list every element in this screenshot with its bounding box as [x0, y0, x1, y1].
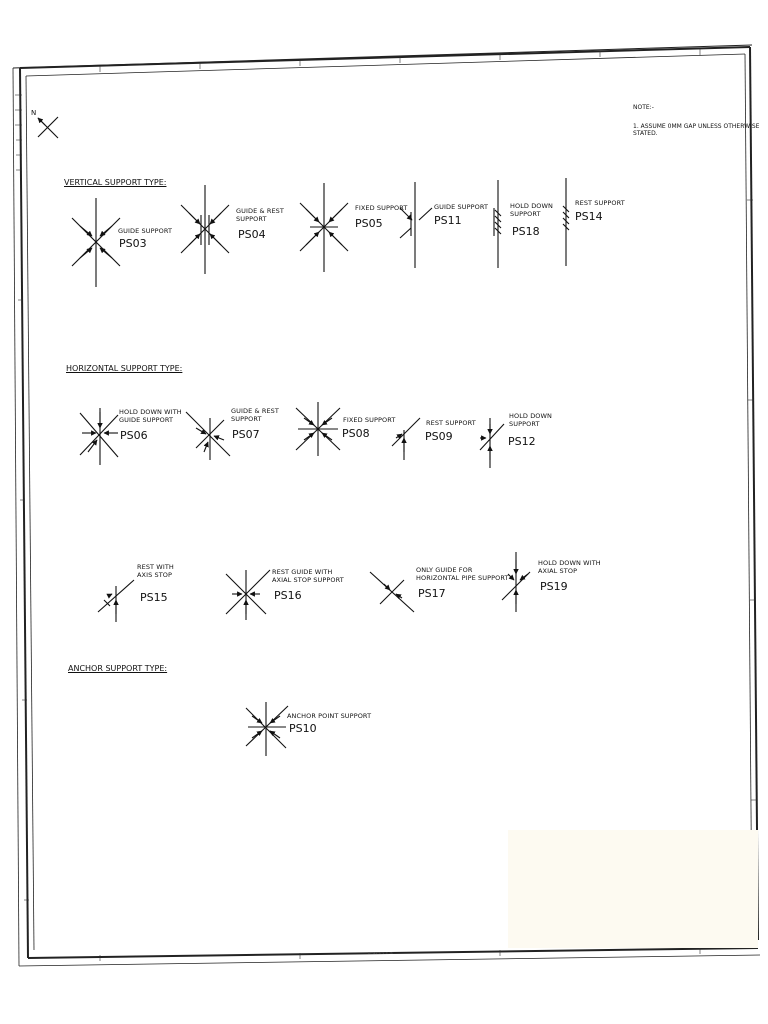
- ps12-desc: HOLD DOWN SUPPORT: [509, 412, 553, 428]
- ps17-code: PS17: [418, 587, 446, 600]
- ps11-desc: GUIDE SUPPORT: [434, 203, 489, 211]
- note-title: NOTE:-: [633, 104, 654, 111]
- ps05-desc: FIXED SUPPORT: [355, 204, 408, 212]
- ps05-symbol-icon: [300, 183, 348, 272]
- ps04-desc: GUIDE & REST SUPPORT: [236, 207, 284, 223]
- ps08-code: PS08: [342, 427, 370, 440]
- ps07-desc: GUIDE & REST SUPPORT: [231, 407, 279, 423]
- footer-text: M. N1 S S.D.NU: [368, 951, 394, 955]
- ps16-symbol-icon: [226, 570, 270, 620]
- ps06-symbol-icon: [80, 408, 118, 465]
- ps12-symbol-icon: [480, 418, 504, 468]
- north-label: N: [31, 109, 37, 117]
- ps18-symbol-icon: [494, 180, 501, 268]
- ps10-code: PS10: [289, 722, 317, 735]
- ps08-symbol-icon: [296, 402, 340, 456]
- ps06-desc: HOLD DOWN WITH GUIDE SUPPORT: [119, 408, 182, 424]
- ps03-symbol-icon: [72, 198, 120, 287]
- ps03-code: PS03: [119, 237, 147, 250]
- title-block: [508, 830, 758, 948]
- ps09-code: PS09: [425, 430, 453, 443]
- ps16-code: PS16: [274, 589, 302, 602]
- ps15-desc: REST WITH AXIS STOP: [137, 563, 174, 579]
- ps16-desc: REST GUIDE WITH AXIAL STOP SUPPORT: [272, 568, 344, 584]
- ps14-code: PS14: [575, 210, 603, 223]
- ps11-symbol-icon: [400, 182, 432, 268]
- ps03-desc: GUIDE SUPPORT: [118, 227, 173, 235]
- ps17-symbol-icon: [370, 572, 414, 612]
- ps19-code: PS19: [540, 580, 568, 593]
- ps11-code: PS11: [434, 214, 462, 227]
- ps10-symbol-icon: [246, 702, 288, 756]
- ps17-desc: ONLY GUIDE FOR HORIZONTAL PIPE SUPPORT: [416, 566, 509, 582]
- ps15-code: PS15: [140, 591, 168, 604]
- ps06-code: PS06: [120, 429, 148, 442]
- ps18-code: PS18: [512, 225, 540, 238]
- ps14-desc: REST SUPPORT: [575, 199, 625, 207]
- anchor-support-heading: ANCHOR SUPPORT TYPE:: [68, 664, 168, 673]
- vertical-support-heading: VERTICAL SUPPORT TYPE:: [64, 178, 167, 187]
- ps04-symbol-icon: [181, 185, 229, 274]
- ps07-symbol-icon: [186, 412, 230, 460]
- ps15-symbol-icon: [98, 580, 134, 622]
- note-line-1: 1. ASSUME 0MM GAP UNLESS OTHERWISE STATED.: [633, 123, 760, 137]
- ps19-desc: HOLD DOWN WITH AXIAL STOP: [538, 559, 601, 575]
- ps12-code: PS12: [508, 435, 536, 448]
- ps09-symbol-icon: [392, 418, 420, 460]
- ps05-code: PS05: [355, 217, 383, 230]
- ps14-symbol-icon: [563, 178, 569, 266]
- north-arrow-icon: [38, 117, 58, 138]
- ps19-symbol-icon: [502, 552, 530, 612]
- ps07-code: PS07: [232, 428, 260, 441]
- horizontal-support-heading: HORIZONTAL SUPPORT TYPE:: [66, 364, 183, 373]
- ps10-desc: ANCHOR POINT SUPPORT: [287, 712, 372, 720]
- ps18-desc: HOLD DOWN SUPPORT: [510, 202, 554, 218]
- ps08-desc: FIXED SUPPORT: [343, 416, 396, 424]
- ps09-desc: REST SUPPORT: [426, 419, 476, 427]
- ps04-code: PS04: [238, 228, 266, 241]
